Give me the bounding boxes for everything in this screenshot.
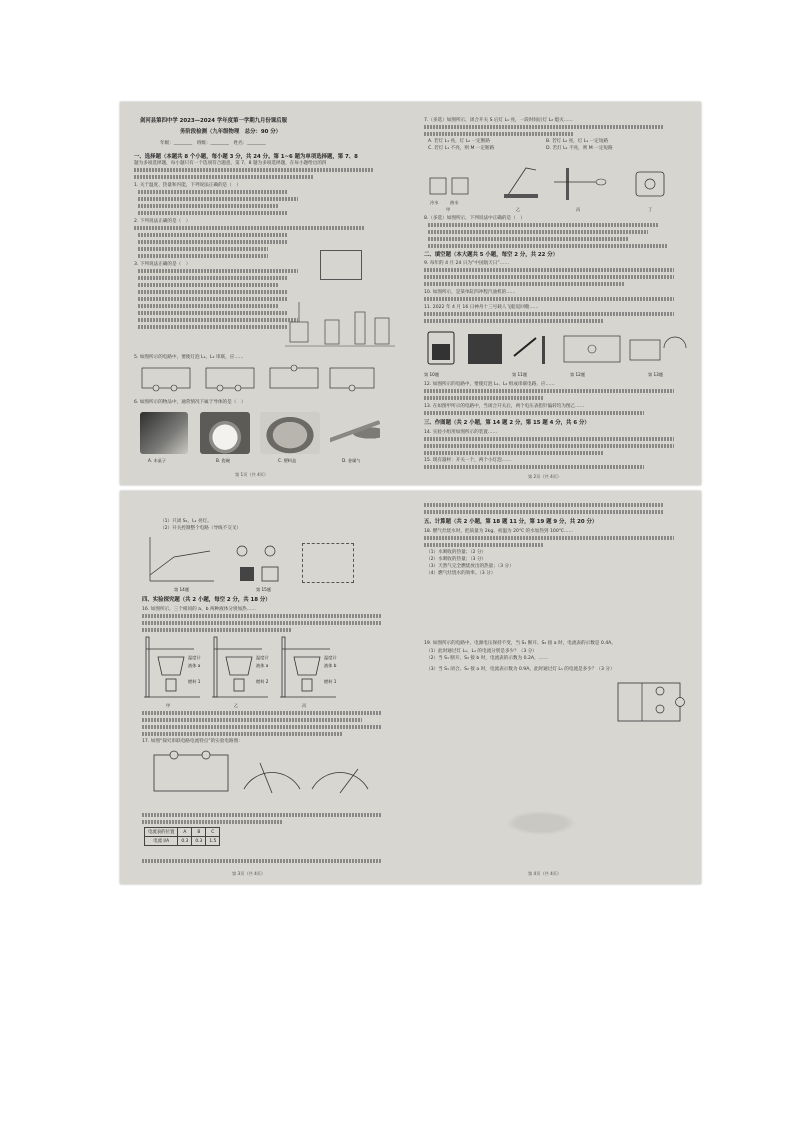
text-line	[142, 621, 382, 625]
text-line	[142, 820, 282, 824]
text-line	[142, 813, 382, 817]
caption-yi: 乙	[234, 703, 239, 708]
text-line	[424, 543, 544, 547]
label-liquid-a: 液体 a	[256, 663, 269, 668]
option-b-label: B. 瓷碗	[216, 458, 230, 463]
page-3	[120, 491, 410, 884]
q18-part-3: （3）天然气完全燃烧放出的热量；（3 分）	[426, 564, 514, 569]
text-line	[424, 536, 674, 540]
text-line	[424, 319, 604, 323]
question-8: 8.（多选）如图所示，下列说法中正确的是（ ）	[424, 216, 525, 221]
q7-option-c: C. 若灯 L₁ 不亮，则 M 一定断路	[428, 146, 495, 151]
text-line	[138, 204, 278, 208]
text-line	[138, 304, 278, 308]
section-2-heading: 二、填空题（本大题共 5 小题，每空 2 分，共 22 分）	[424, 252, 559, 258]
text-line	[424, 312, 674, 316]
text-line	[428, 230, 648, 234]
q19-part-1: （1）此时通过灯 L₁、L₂ 的电流分别是多少？（3 分）	[426, 649, 537, 654]
section-1-heading: 一、选择题（本题共 8 个小题，每小题 3 分，共 24 分。第 1~6 题为单项选择题，第 7、8	[134, 154, 358, 160]
text-line	[142, 725, 382, 729]
text-line	[424, 282, 624, 286]
student-info: 年级：________ 班级：________ 姓名：________	[160, 141, 266, 146]
text-line	[138, 190, 288, 194]
text-line	[138, 297, 288, 301]
photo-porcelain-bowl	[200, 412, 250, 454]
text-line	[138, 325, 288, 329]
label-fuel-1: 燃料 1	[324, 679, 337, 684]
text-line	[424, 437, 674, 441]
text-line	[138, 311, 288, 315]
answer-box-fig-15	[302, 543, 354, 583]
question-17: 17. 如图“探究串联电路电流特点”的实验电路图：	[142, 739, 243, 744]
text-line	[424, 444, 674, 448]
bleed-through-mark	[506, 811, 576, 835]
table-header-cell: A	[178, 828, 192, 837]
caption-jia: 甲	[166, 703, 171, 708]
option-d-label: D. 金属勺	[342, 458, 361, 463]
text-line	[142, 628, 292, 632]
table-cell: 1.5	[206, 837, 220, 846]
label-ding: 丁	[648, 207, 653, 212]
text-line	[428, 237, 628, 241]
exam-sheet-bottom	[120, 491, 701, 884]
text-line	[428, 223, 658, 227]
text-line	[424, 465, 644, 469]
question-16: 16. 如图所示，三个相同的 a、b 两种液体分别加热……	[142, 607, 256, 612]
text-line	[138, 247, 268, 251]
label-liquid-b: 液体 b	[324, 663, 337, 668]
question-13: 13. 在如图甲所示的电路中，当闭合开关后，两个电压表指针偏转均为图乙……	[424, 404, 585, 409]
text-line	[142, 711, 382, 715]
table-row	[145, 837, 220, 846]
figure-row-10-13	[424, 326, 694, 370]
table-cell: 0.3	[192, 837, 206, 846]
text-line	[428, 244, 668, 248]
question-14: 14. 实验小组用如图所示的装置……	[424, 430, 498, 435]
text-line	[142, 718, 362, 722]
question-15: 15. 现有器材：开关一个，两个小灯泡……	[424, 458, 511, 463]
figure-19-circuit	[612, 677, 692, 729]
q15-part-2: （2）开关控制整个电路（导线不交叉）	[160, 526, 242, 531]
text-line	[138, 254, 268, 258]
caption-fig-15: 第 15题	[256, 587, 272, 592]
text-line	[138, 269, 298, 273]
q19-part-3: （3）当 S₁ 闭合、S₂ 接 a 时，电流表示数为 0.9A，此时通过灯 L₁ 的电流是多少？（3 分）	[426, 667, 615, 672]
figure-q4-apparatus	[285, 292, 395, 352]
text-line	[138, 290, 288, 294]
page-number: 第 3页（共 4页）	[232, 871, 266, 876]
caption-fig-12: 第 12题	[570, 372, 586, 377]
table-header-row	[145, 828, 220, 837]
label-fuel-1: 燃料 1	[188, 679, 201, 684]
question-10: 10. 如图所示，是某单缸四冲程汽油机的……	[424, 290, 516, 295]
page-2	[416, 102, 701, 485]
text-line	[424, 297, 674, 301]
caption-fig-11: 第 11题	[512, 372, 528, 377]
figure-q5-circuits	[140, 364, 380, 392]
page-4	[416, 491, 701, 884]
label-thermometer: 温度计	[256, 655, 269, 660]
text-line	[138, 211, 288, 215]
text-line	[424, 268, 674, 272]
exam-title: 剑河县第四中学 2023—2024 学年度第一学期九月份课后服	[140, 118, 287, 124]
table-cell: 电流 I/A	[145, 837, 178, 846]
text-line	[138, 233, 288, 237]
label-fuel-2: 燃料 2	[256, 679, 269, 684]
caption-fig-14: 第 14题	[174, 587, 190, 592]
text-line	[138, 283, 278, 287]
q18-part-1: （1）水吸收的热量；（2 分）	[426, 550, 487, 555]
text-line	[424, 132, 574, 136]
figure-apparatus	[320, 250, 362, 280]
table-header-cell: B	[192, 828, 206, 837]
question-9: 9. 每年的 4 月 24 日为“中国航天日”……	[424, 261, 509, 266]
text-line	[142, 732, 342, 736]
photo-wooden-spoon	[140, 412, 188, 454]
q7-option-a: A. 若灯 L₁ 亮，灯 L₂ 一定断路	[428, 139, 490, 144]
figure-q8	[426, 158, 696, 208]
text-line	[138, 318, 298, 322]
text-line	[424, 451, 604, 455]
q15-part-1: （1）只闭 S₁，L₁ 亮灯。	[160, 519, 212, 524]
question-7: 7.（多选）如图所示，闭合开关 S 后灯 L₁ 亮，一段时间后灯 L₂ 熄灭……	[424, 118, 573, 123]
figure-17-circuit-and-ammeters	[144, 749, 374, 809]
page-number: 第 1页（共 4页）	[235, 472, 269, 477]
label-yi: 乙	[516, 207, 521, 212]
text-line	[424, 275, 674, 279]
exam-sheet-top	[120, 102, 701, 485]
exam-subtitle: 务阶段检测（九年级物理 总分：90 分）	[180, 129, 282, 135]
photo-plastic-box	[260, 412, 320, 454]
label-thermometer: 温度计	[188, 655, 201, 660]
text-line	[142, 614, 382, 618]
text-line	[424, 396, 544, 400]
question-3: 3. 下列说法正确的是（ ）	[134, 262, 191, 267]
caption-bing: 丙	[302, 703, 307, 708]
caption-fig-10: 第 10题	[424, 372, 440, 377]
page-number: 第 2页（共 4页）	[528, 474, 562, 479]
table-header-cell: C	[206, 828, 220, 837]
figure-14-graph	[144, 535, 216, 585]
question-6: 6. 如图所示的物品中，通常情况下属于导体的是（ ）	[134, 400, 246, 405]
q7-option-b: B. 若灯 L₂ 亮，灯 L₁ 一定短路	[546, 139, 609, 144]
section-5-heading: 五、计算题（共 2 小题，第 18 题 11 分，第 19 题 9 分，共 20 分）	[424, 519, 598, 525]
question-18: 18. 燃气灶烧水时，把质量为 2kg、初温为 20℃ 的水加热到 100℃……	[424, 529, 574, 534]
text-line	[134, 168, 374, 172]
text-line	[424, 503, 664, 507]
page-number: 第 4页（共 4页）	[528, 871, 562, 876]
label-thermometer: 温度计	[324, 655, 337, 660]
page-1	[120, 102, 410, 485]
label-bing: 丙	[576, 207, 581, 212]
section-1-instructions: 题为多项选择题，每小题只有一个选项符合题意，第 7、8 题为多项选择题，在每小题给出的四	[134, 161, 327, 166]
text-line	[142, 859, 382, 863]
text-line	[138, 197, 298, 201]
q17-data-table	[144, 827, 220, 846]
label-hot-water: 热水	[450, 200, 459, 205]
option-a-label: A. 木桌子	[148, 458, 167, 463]
figure-15-components	[230, 541, 290, 585]
table-header-cell: 电流表的位置	[145, 828, 178, 837]
question-12: 12. 如图所示的电路中，要使灯泡 L₁、L₂ 组成串联电路，应……	[424, 382, 555, 387]
q18-part-4: （4）燃气灶烧水的效率。（3 分）	[426, 571, 496, 576]
question-5: 5. 如图所示的电路中，要使灯泡 L₁、L₂ 串联，应……	[134, 355, 244, 360]
question-19: 19. 如图所示的电路中，电源电压保持不变，当 S₁ 断开、S₂ 接 a 时，电流表的示数是 0.4A。	[424, 641, 616, 646]
photo-metal-spoon	[330, 420, 380, 446]
text-line	[424, 411, 644, 415]
question-1: 1. 关于温度、热量和内能，下列说法正确的是（ ）	[134, 183, 241, 188]
text-line	[138, 240, 288, 244]
caption-fig-13: 第 13题	[648, 372, 664, 377]
option-c-label: C. 塑料盒	[278, 458, 297, 463]
text-line	[138, 276, 288, 280]
text-line	[134, 226, 364, 230]
question-11: 11. 2022 年 4 月 16 日神舟十三号载人飞船返回舱……	[424, 305, 539, 310]
label-cold-water: 冷水	[430, 200, 439, 205]
question-2: 2. 下列说法正确的是（ ）	[134, 219, 191, 224]
text-line	[424, 510, 664, 514]
text-line	[424, 389, 674, 393]
label-liquid-a: 液体 a	[188, 663, 201, 668]
section-3-heading: 三、作图题（共 2 小题，第 14 题 2 分，第 15 题 4 分，共 6 分）	[424, 420, 590, 426]
q18-part-2: （2）水吸收的热量；（3 分）	[426, 557, 487, 562]
q19-part-2: （2）当 S₁ 断开、S₂ 接 b 时，电流表的示数为 0.2A，……	[426, 656, 548, 661]
text-line	[134, 175, 314, 179]
section-4-heading: 四、实验探究题（共 2 小题，每空 2 分，共 18 分）	[142, 597, 271, 603]
table-cell: 0.3	[178, 837, 192, 846]
label-jia: 甲	[446, 207, 451, 212]
figure-16-apparatus	[144, 635, 344, 701]
text-line	[424, 125, 664, 129]
q7-option-d: D. 若灯 L₁ 不亮，则 M 一定短路	[546, 146, 613, 151]
